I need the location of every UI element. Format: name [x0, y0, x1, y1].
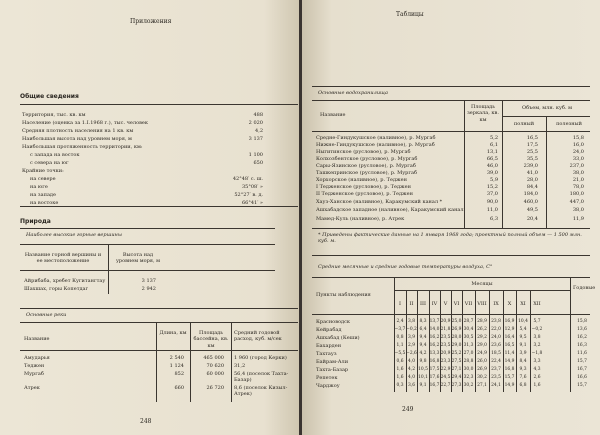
peaks-col-height: Высота над уровнем моря, м	[115, 252, 161, 265]
temps-value: 1,6	[396, 367, 404, 372]
reservoirs-divider-3	[546, 116, 547, 228]
general-row-label: Наибольшая высота над уровнем моря, м	[22, 136, 132, 142]
temps-value: 22,7	[440, 383, 451, 388]
temps-value: 11,4	[504, 351, 515, 356]
temps-value: 29,2	[477, 335, 487, 340]
river-flow: 1 960 (город Керки)	[234, 355, 287, 361]
general-row-label: на западе	[30, 192, 56, 198]
reservoir-useful: 237,0	[569, 163, 584, 169]
temps-station: Красноводск	[316, 319, 351, 325]
reservoir-full: 184,0	[523, 191, 538, 197]
reservoir-full: 41,0	[526, 170, 538, 176]
temps-value: 9,8	[419, 359, 427, 364]
temps-month-header: IX	[493, 301, 499, 307]
reservoir-area: 6,3	[490, 216, 498, 222]
temps-col-year: Годовые	[573, 285, 596, 291]
reservoir-name: Ташкепринское (русловое), р. Мургаб	[316, 170, 417, 176]
temps-value: 25,2	[451, 351, 462, 356]
temps-month-header: X	[507, 301, 512, 307]
temps-value: 2,9	[408, 343, 415, 348]
temps-value: 9,3	[519, 367, 527, 372]
reservoir-area: 37,0	[486, 191, 498, 197]
temps-value: 23,7	[491, 367, 501, 372]
reservoir-name: Мамед-Куль (наливное), р. Атрек	[316, 216, 405, 222]
temps-column-rule	[462, 290, 463, 392]
reservoir-name: I Тедженское (русловое), р. Теджен	[316, 184, 411, 190]
reservoir-full: 17,5	[526, 142, 538, 148]
temps-value: 4,2	[419, 351, 427, 356]
general-row-label: Наибольшая протяженность территории, км:	[22, 144, 143, 150]
reservoir-useful: 11,9	[572, 216, 584, 222]
temps-value: 29,4	[451, 375, 462, 380]
temps-value: 30,5	[463, 335, 474, 340]
rivers-col-area: Площадь бассейна, кв. км	[193, 330, 229, 349]
temps-station: Бахарден	[316, 343, 342, 349]
temps-value: 0,8	[396, 335, 404, 340]
general-row-value: 1 100	[248, 152, 263, 158]
general-row-value: 2 020	[248, 120, 263, 126]
rivers-divider-1	[156, 322, 157, 402]
temps-value: −3,7	[394, 327, 406, 332]
reservoir-area: 13,1	[486, 149, 498, 155]
temps-value: 13,3	[429, 351, 440, 356]
general-row-label: Территория, тыс. кв. км	[22, 112, 86, 118]
reservoir-area: 5,2	[490, 135, 498, 141]
temps-annual: 15,7	[577, 383, 587, 388]
temps-annual: 11,6	[577, 351, 587, 356]
temps-month-header: V	[443, 301, 448, 307]
general-row-value: 650	[253, 160, 263, 166]
rivers-col-flow: Средний годовой расход, куб. м/сек	[234, 330, 282, 343]
general-row-label: Средняя плотность населения на 1 кв. км	[22, 128, 134, 134]
temps-value: 27,1	[477, 383, 487, 388]
temps-value: 3,8	[408, 319, 415, 324]
temps-value: 14,9	[504, 383, 515, 388]
temps-value: 9,4	[419, 335, 427, 340]
peaks-caption: Наиболее высокие горные вершины	[26, 232, 122, 238]
temps-month-header: VI	[453, 301, 460, 307]
reservoir-useful: 24,0	[572, 149, 584, 155]
temps-col-months: Месяцы	[471, 281, 493, 287]
reservoir-full: 25,5	[526, 149, 538, 155]
temps-value: 24,0	[491, 335, 501, 340]
peaks-body-rule	[20, 270, 275, 271]
temps-annual: 16,6	[577, 375, 587, 380]
general-row-value: 488	[253, 112, 263, 118]
temps-column-rule	[503, 290, 504, 392]
general-row-label: на севере	[30, 176, 56, 182]
temps-value: 4,0	[408, 375, 415, 380]
river-flow: 56,4 (поселок Тахта-Базар)	[234, 371, 289, 384]
river-name: Атрек	[24, 385, 40, 391]
temps-value: 23,3	[440, 359, 451, 364]
temps-value: 17,5	[429, 367, 440, 372]
reservoir-name: II Тедженское (русловое), р. Теджен	[316, 191, 413, 197]
left-running-head: Приложения	[130, 18, 172, 25]
temps-value: 6,8	[519, 383, 527, 388]
reservoirs-col-full: полный	[513, 121, 535, 127]
peak-height: 3 137	[141, 278, 156, 284]
temps-month-header: XII	[533, 301, 541, 307]
temps-value: 31,3	[463, 343, 474, 348]
general-row-label: Крайние точки:	[22, 168, 64, 174]
reservoir-area: 66,5	[486, 156, 498, 162]
reservoir-useful: 180,0	[569, 191, 584, 197]
temps-month-header: XI	[520, 301, 526, 307]
temps-value: 3,6	[408, 383, 415, 388]
temps-annual: 15,8	[577, 319, 587, 324]
reservoir-full: 84,4	[526, 184, 538, 190]
temps-value: 4,0	[408, 359, 415, 364]
temps-value: 16,8	[504, 367, 515, 372]
temps-value: 10,5	[418, 367, 428, 372]
temps-value: 26,0	[477, 359, 487, 364]
river-area: 26 720	[206, 385, 224, 391]
temps-value: 7,6	[519, 375, 527, 380]
peaks-header-rule	[20, 244, 275, 245]
temps-value: 9,5	[519, 335, 527, 340]
reservoirs-footnote: * Приведены фактические данные на 1 января 1968 года; проектный полный объем — 1 500 млн. куб. м.	[318, 232, 582, 245]
temps-value: 18,5	[491, 351, 501, 356]
temps-value: 24,1	[491, 383, 501, 388]
temps-value: 1,6	[533, 383, 541, 388]
peaks-col-divider	[108, 244, 109, 294]
temps-value: 3,8	[533, 335, 541, 340]
river-length: 660	[174, 385, 184, 391]
temps-value: 27,5	[451, 359, 462, 364]
reservoirs-col-name: Название	[320, 112, 346, 118]
temps-value: 4,2	[408, 367, 415, 372]
temps-value: 30,4	[463, 327, 474, 332]
reservoir-name: Сары-Язинское (русловое), р. Мургаб	[316, 163, 416, 169]
left-page-number: 248	[140, 418, 152, 425]
reservoirs-col-volume: Объем, млн. куб. м	[521, 105, 573, 111]
temps-column-rule	[570, 277, 571, 392]
temps-annual: 16,7	[577, 367, 587, 372]
reservoir-area: 46,0	[486, 163, 498, 169]
temps-value: 24,5	[440, 375, 451, 380]
reservoirs-col-area: Площадь зеркала, кв. км	[467, 104, 499, 123]
temps-value: 24,9	[477, 351, 487, 356]
temps-month-header: I	[399, 301, 401, 307]
temps-value: 23,5	[491, 375, 501, 380]
reservoir-full: 49,5	[526, 207, 538, 213]
general-row-value: 3 137	[248, 136, 263, 142]
peaks-top-rule	[20, 228, 275, 229]
rivers-body-rule	[20, 350, 298, 351]
river-area: 465 000	[203, 355, 224, 361]
river-name: Теджен	[24, 363, 45, 369]
temps-top-rule	[312, 255, 590, 256]
temps-value: 26,9	[477, 367, 487, 372]
rivers-divider-3	[231, 322, 232, 402]
temps-value: 5,4	[519, 327, 527, 332]
temps-value: 26,9	[451, 327, 462, 332]
reservoir-useful: 38,0	[572, 170, 584, 176]
rivers-col-name: Название	[24, 336, 50, 342]
temps-value: 0,3	[396, 383, 404, 388]
rivers-col-length: Длина, км	[159, 330, 187, 336]
temps-column-rule	[451, 290, 452, 392]
temps-value: 9,4	[419, 343, 427, 348]
temps-annual: 16,3	[577, 343, 587, 348]
temps-station: Чарджоу	[316, 383, 340, 389]
temps-value: 2,4	[396, 319, 404, 324]
temps-value: 16,4	[504, 335, 515, 340]
reservoir-full: 35,5	[526, 156, 538, 162]
river-flow: 31,2	[234, 363, 246, 369]
reservoir-useful: 16,0	[572, 142, 584, 148]
general-bottom-rule	[20, 206, 298, 207]
river-area: 60 000	[206, 371, 224, 377]
temps-value: −1,8	[531, 351, 543, 356]
river-name: Мургаб	[24, 371, 44, 377]
rivers-divider-2	[190, 322, 191, 402]
temps-column-rule	[489, 290, 490, 392]
general-heading: Общие сведения	[20, 93, 79, 100]
general-row-label: на востоке	[30, 200, 59, 206]
temps-value: 9,1	[519, 343, 527, 348]
temps-value: 16,7	[429, 383, 440, 388]
temps-month-header: VII	[464, 301, 473, 307]
temps-value: 22,0	[491, 327, 501, 332]
temps-value: 23,5	[440, 343, 451, 348]
temps-value: 2,6	[533, 375, 541, 380]
temps-value: 28,7	[463, 319, 474, 324]
temps-column-rule	[406, 290, 407, 392]
temps-value: 23,8	[491, 319, 501, 324]
reservoir-name: Средне-Гиндукушское (наливное), р. Мургаб	[316, 135, 436, 141]
river-length: 852	[174, 371, 184, 377]
temps-value: 3,2	[533, 343, 541, 348]
temps-value: −0,2	[406, 327, 417, 332]
temps-column-rule	[394, 277, 395, 392]
temps-value: 16,9	[504, 319, 515, 324]
reservoir-area: 6,1	[490, 142, 498, 148]
temps-months-rule	[394, 290, 570, 291]
reservoir-full: 16,5	[526, 135, 538, 141]
reservoir-name: Хорхорское (наливное), р. Теджен	[316, 177, 407, 183]
temps-station: Ашхабад (Кеши)	[316, 335, 360, 341]
temps-value: 1,1	[396, 343, 404, 348]
temps-value: 16,2	[429, 335, 440, 340]
temps-value: 23,5	[440, 335, 451, 340]
general-row-label: с запада на восток	[30, 152, 80, 158]
peaks-col-name: Название горной вершины и ее местоположение	[24, 252, 102, 265]
temps-annual: 16,2	[577, 335, 587, 340]
temps-value: 3,9	[519, 351, 527, 356]
temps-annual: 15,7	[577, 359, 587, 364]
reservoir-name: Хауз-Ханское (наливное), Каракумский канал *	[316, 199, 443, 205]
temps-column-rule	[530, 290, 531, 392]
temps-value: 26,2	[477, 327, 487, 332]
general-row-label: с севера на юг	[30, 160, 69, 166]
temps-column-rule	[475, 290, 476, 392]
river-name: Амударья	[24, 355, 50, 361]
reservoirs-divider-2	[502, 100, 503, 228]
reservoirs-col-useful: полезный	[556, 121, 582, 127]
reservoir-useful: 78,0	[572, 184, 584, 190]
reservoirs-header-rule	[312, 100, 590, 101]
general-row-value: 4,2	[255, 128, 263, 134]
temps-value: 20,9	[440, 351, 451, 356]
temps-value: −5,5	[394, 351, 406, 356]
river-area: 70 620	[206, 363, 224, 369]
reservoir-name: Колхозбентское (русловое), р. Мургаб	[316, 156, 418, 162]
temps-value: 6,4	[419, 327, 427, 332]
river-length: 1 124	[169, 363, 184, 369]
right-page	[302, 0, 600, 435]
temps-value: 4,3	[533, 367, 541, 372]
temps-value: 0,6	[396, 359, 404, 364]
temps-value: 5,7	[533, 319, 541, 324]
reservoir-full: 28,0	[526, 177, 538, 183]
temps-value: 10,4	[518, 319, 528, 324]
reservoir-area: 5,9	[490, 177, 498, 183]
rivers-caption: Основные реки	[26, 312, 67, 318]
temps-value: 8,3	[419, 319, 427, 324]
temps-value: 13,7	[429, 319, 440, 324]
temps-value: 8,4	[519, 359, 527, 364]
temps-annual: 13,6	[577, 327, 587, 332]
rivers-header-rule	[20, 322, 298, 323]
temps-value: 27,3	[451, 383, 462, 388]
temps-value: 22,4	[491, 359, 501, 364]
temps-value: 15,7	[504, 375, 515, 380]
peak-height: 2 942	[141, 286, 156, 292]
temps-value: 29,0	[477, 343, 487, 348]
general-row-label: на юге	[30, 184, 48, 190]
temps-value: 32,3	[463, 375, 474, 380]
reservoir-useful: 38,0	[572, 207, 584, 213]
reservoir-full: 239,0	[523, 163, 538, 169]
reservoirs-bottom-rule	[312, 228, 590, 229]
nature-heading: Природа	[20, 218, 51, 225]
reservoir-area: 90,0	[486, 199, 498, 205]
temps-value: 20,9	[440, 319, 451, 324]
general-row-value: 35°08′ »	[241, 184, 263, 190]
right-page-number: 249	[402, 406, 414, 413]
temps-value: 28,8	[463, 359, 474, 364]
temps-station: Кейрабад	[316, 327, 342, 333]
river-length: 2 540	[169, 355, 184, 361]
temps-value: −2,6	[406, 351, 417, 356]
reservoirs-top-rule	[312, 86, 590, 87]
temps-station: Тахта-Базар	[316, 367, 349, 373]
temps-value: 30,2	[477, 375, 487, 380]
temps-value: 16,5	[504, 343, 515, 348]
temps-value: 30,2	[463, 383, 474, 388]
temps-value: 9,1	[419, 383, 427, 388]
temps-caption: Средние месячные и средние годовые температуры воздуха, С°	[318, 264, 493, 270]
temps-header-rule	[312, 277, 590, 278]
temps-value: 27,1	[451, 367, 462, 372]
general-top-rule	[20, 104, 298, 105]
reservoir-useful: 21,0	[572, 177, 584, 183]
temps-value: 21,8	[440, 327, 451, 332]
temps-value: 14,9	[504, 359, 515, 364]
reservoir-area: 39,0	[486, 170, 498, 176]
temps-station: Репетек	[316, 375, 338, 381]
reservoir-area: 15,2	[486, 184, 498, 190]
general-row-label: Население (оценка за 1.I.1968 г.), тыс. человек	[22, 120, 148, 126]
temps-station: Байрам-Али	[316, 359, 349, 365]
right-running-head: Таблицы	[396, 11, 424, 18]
temps-value: 29,0	[451, 343, 462, 348]
peak-name: Шахшах, горы Копетдаг	[24, 286, 89, 292]
temps-value: 14,0	[429, 327, 440, 332]
general-row-value: 52°27′ в. д.	[234, 192, 263, 198]
general-row-value: 66°41′ »	[241, 200, 263, 206]
general-row-value: 42°48′ с. ш.	[232, 176, 263, 182]
temps-month-header: IV	[431, 301, 438, 307]
temps-value: 23,6	[491, 343, 501, 348]
temps-value: 3,3	[533, 359, 541, 364]
temps-column-rule	[440, 290, 441, 392]
reservoir-full: 460,0	[523, 199, 538, 205]
reservoir-useful: 15,8	[572, 135, 584, 141]
temps-value: 1,6	[396, 375, 404, 380]
reservoir-useful: 33,0	[572, 156, 584, 162]
temps-value: 16,8	[429, 359, 440, 364]
temps-value: 30,0	[463, 367, 474, 372]
reservoirs-caption: Основные водохранилища	[318, 90, 389, 96]
reservoir-full: 20,4	[526, 216, 538, 222]
peak-name: Айрибаба, хребет Кугитангтау	[24, 278, 106, 284]
temps-column-rule	[417, 290, 418, 392]
temps-value: 10,1	[418, 375, 428, 380]
temps-value: 16,2	[429, 343, 440, 348]
temps-value: 27,0	[463, 351, 474, 356]
reservoir-useful: 447,0	[569, 199, 584, 205]
temps-value: 3,9	[408, 335, 415, 340]
temps-value: 28,9	[477, 319, 487, 324]
temps-value: −0,2	[531, 327, 543, 332]
temps-value: 28,0	[451, 335, 462, 340]
temps-value: 17,6	[429, 375, 440, 380]
temps-value: 25,0	[451, 319, 462, 324]
temps-column-rule	[516, 290, 517, 392]
temps-station: Тахтауз	[316, 351, 337, 357]
temps-month-header: III	[420, 301, 426, 307]
reservoir-name: Ашхабадское западное (наливное), Каракумский канал	[316, 207, 464, 213]
reservoir-name: Нижне-Гиндукушское (наливное), р. Мургаб	[316, 142, 435, 148]
temps-col-station: Пункты наблюдения	[316, 292, 371, 298]
reservoir-name: Ныгитинское (русловое), р. Мургаб	[316, 149, 411, 155]
rivers-top-rule	[20, 308, 298, 309]
temps-column-rule	[429, 290, 430, 392]
temps-value: 22,9	[440, 367, 451, 372]
reservoir-area: 11,0	[486, 207, 498, 213]
river-flow: 8,6 (поселок Кизыл-Атрек)	[234, 385, 288, 398]
reservoirs-body-rule	[312, 131, 590, 132]
temps-month-header: II	[409, 301, 414, 307]
temps-value: 12,9	[504, 327, 515, 332]
temps-month-header: VIII	[477, 301, 487, 307]
